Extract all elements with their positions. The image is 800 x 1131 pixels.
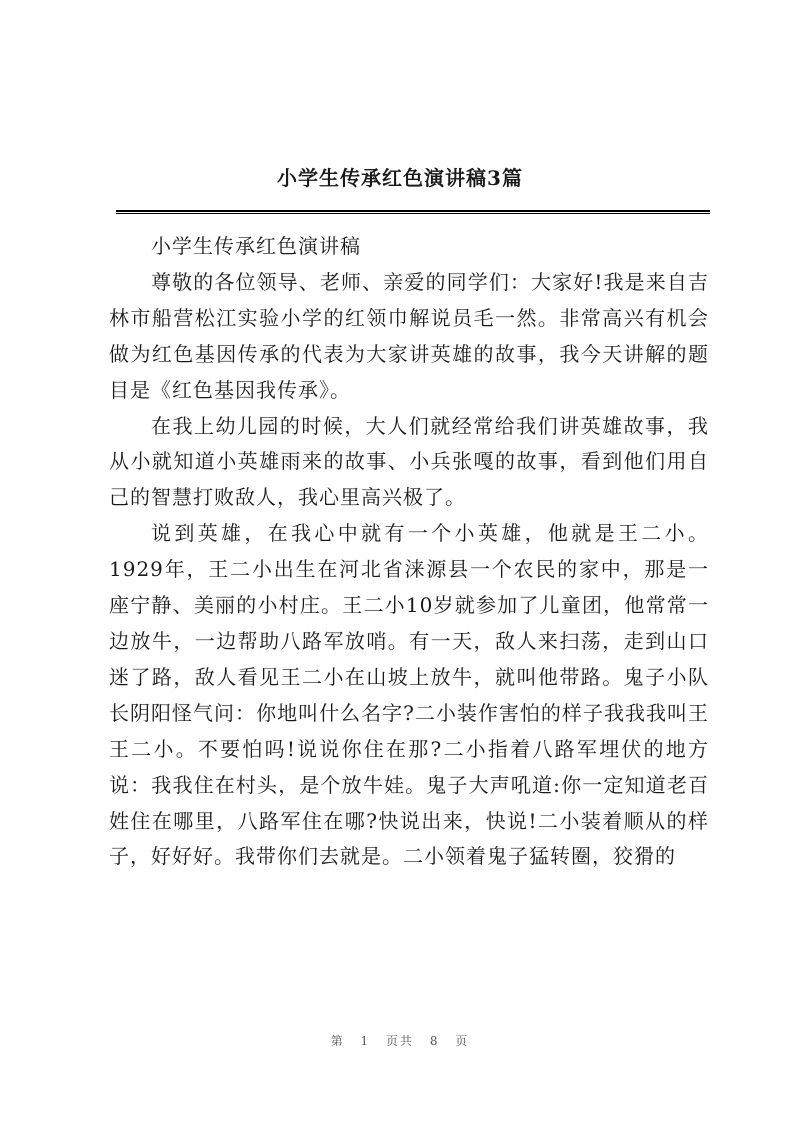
title-divider [116,210,710,214]
page-number: 第 1 页共 8 页 [330,1034,470,1048]
document-body [109,229,709,875]
paragraph-wang-erxiao: 说到英雄，在我心中就有一个小英雄，他就是王二小。1929年，王二小出生在河北省涞源县一个农民的家中，那是一座宁静、美丽的小村庄。王二小10岁就参加了儿童团，他常常一边放牛，一边帮助八路军放哨。有一天，敌人来扫荡，走到山口迷了路，敌人看见王二小在山坡上放牛，就叫他带路。鬼子小队长阴阳怪气问：你地叫什么名字?二小装作害怕的样子我我我叫王王二小。不要怕吗!说说你住在那?二小指着八路军埋伏的地方说：我我住在村头，是个放牛娃。鬼子大声吼道:你一定知道老百姓住在哪里，八路军住在哪?快说出来，快说!二小装着顺从的样子，好好好。我带你们去就是。二小领着鬼子猛转圈，狡猾的 [109,521,709,869]
document-title: 小学生传承红色演讲稿3篇 [277,166,523,190]
paragraph-kindergarten: 在我上幼儿园的时候，大人们就经常给我们讲英雄故事，我从小就知道小英雄雨来的故事、小兵张嘎的故事，看到他们用自己的智慧打败敌人，我心里高兴极了。 [109,413,709,510]
paragraph-subtitle: 小学生传承红色演讲稿 [151,234,361,258]
paragraph-greeting: 尊敬的各位领导、老师、亲爱的同学们：大家好!我是来自吉林市船营松江实验小学的红领巾解说员毛一然。非常高兴有机会做为红色基因传承的代表为大家讲英雄的故事，我今天讲解的题目是《红色基因我传承》。 [109,269,709,402]
